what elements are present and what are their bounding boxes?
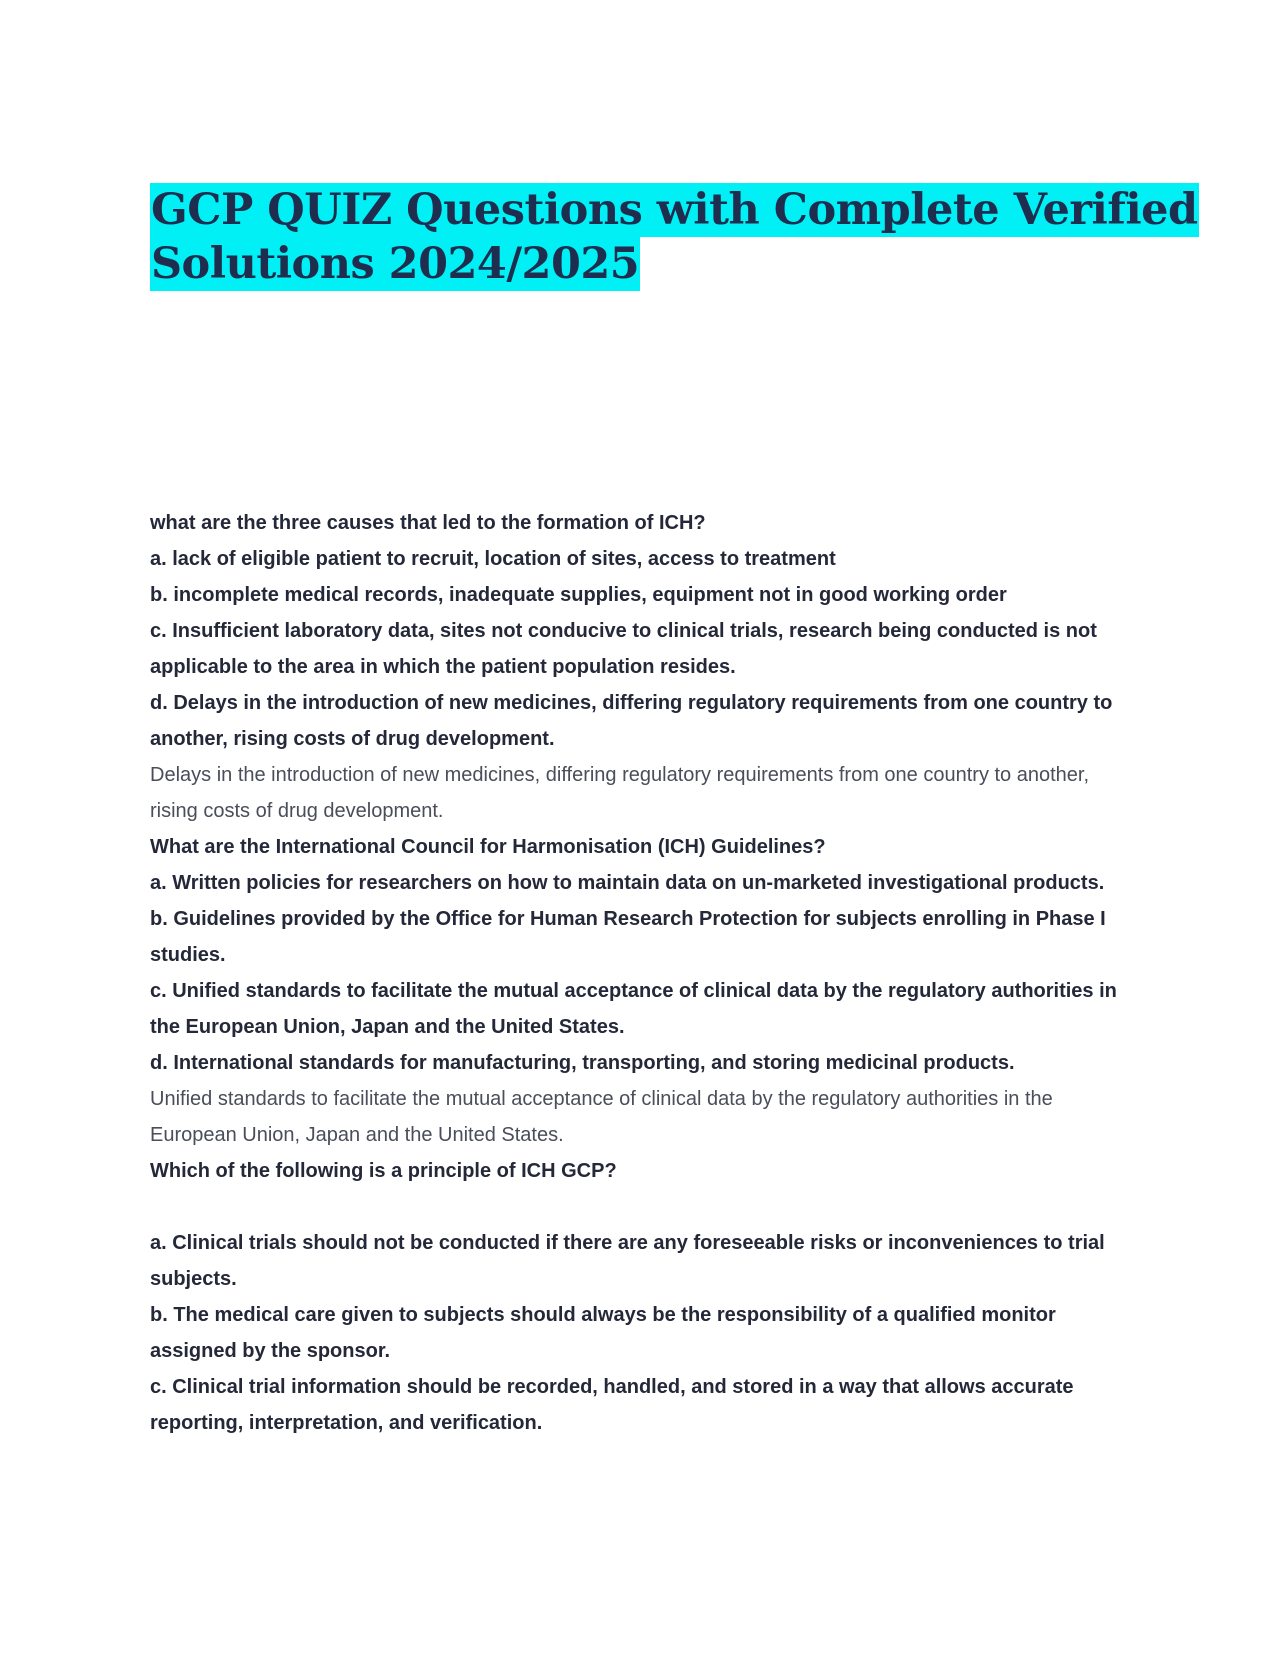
question-block-2 [150, 829, 1140, 1153]
option-a: a. Written policies for researchers on how to maintain data on un-marketed investigational products. [150, 872, 1105, 894]
option-d: d. International standards for manufacturing, transporting, and storing medicinal products. [150, 1052, 1015, 1074]
question-block-3 [150, 1153, 1140, 1441]
option-b: b. incomplete medical records, inadequate supplies, equipment not in good working order [150, 584, 1007, 606]
title-line-1: GCP QUIZ Questions with Complete Verified [151, 185, 1198, 235]
blank-line [150, 1189, 1140, 1225]
document-title [150, 183, 1198, 291]
answer-text: Unified standards to facilitate the mutual acceptance of clinical data by the regulatory authorities in the European Union, Japan and the United States. [150, 1088, 1053, 1146]
question-text: What are the International Council for Harmonisation (ICH) Guidelines? [150, 836, 826, 858]
question-text: what are the three causes that led to the formation of ICH? [150, 512, 706, 534]
option-a: a. lack of eligible patient to recruit, location of sites, access to treatment [150, 548, 836, 570]
option-d: d. Delays in the introduction of new medicines, differing regulatory requirements from one country to another, rising costs of drug development. [150, 692, 1113, 750]
option-b: b. Guidelines provided by the Office for Human Research Protection for subjects enrolling in Phase I studies. [150, 908, 1106, 966]
title-line-2: Solutions 2024/2025 [151, 239, 640, 289]
question-text: Which of the following is a principle of ICH GCP? [150, 1160, 617, 1182]
answer-text: Delays in the introduction of new medicines, differing regulatory requirements from one country to another, rising costs of drug development. [150, 764, 1090, 822]
option-c: c. Insufficient laboratory data, sites not conducive to clinical trials, research being conducted is not applicable to the area in which the patient population resides. [150, 620, 1097, 678]
question-block-1 [150, 505, 1140, 829]
option-c: c. Clinical trial information should be recorded, handled, and stored in a way that allows accurate reporting, interpretation, and verification. [150, 1376, 1074, 1434]
option-a: a. Clinical trials should not be conducted if there are any foreseeable risks or inconveniences to trial subjects. [150, 1232, 1105, 1290]
option-b: b. The medical care given to subjects should always be the responsibility of a qualified monitor assigned by the sponsor. [150, 1304, 1056, 1362]
option-c: c. Unified standards to facilitate the mutual acceptance of clinical data by the regulatory authorities in the European Union, Japan and the United States. [150, 980, 1117, 1038]
quiz-content [150, 505, 1140, 1441]
